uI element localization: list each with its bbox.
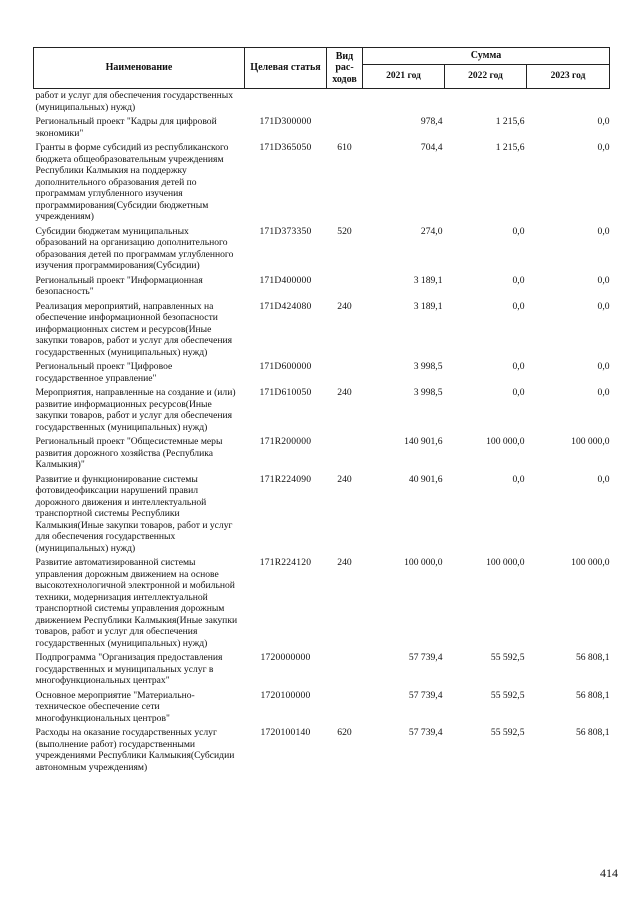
- table-row: [34, 651, 610, 689]
- row-sum-2021: [363, 89, 445, 116]
- row-sum-2023: [527, 89, 610, 116]
- row-name: Реализация мероприятий, направленных на обеспечение информационной безопасности информационных систем и ресурсов(Иные закупки товаров, работ и услуг для обеспечения государственных (муниципальных) нужд): [35, 300, 233, 358]
- row-name: Региональный проект "Общесистемные меры развития дорожного хозяйства (Республика Калмыкия)": [35, 436, 223, 470]
- row-sum-2022: [445, 89, 527, 116]
- row-sum-2021: 3 998,5: [413, 387, 443, 398]
- row-target-article: 171R200000: [259, 436, 312, 447]
- row-name: работ и услуг для обеспечения государственных (муниципальных) нужд): [35, 90, 233, 113]
- row-sum-2023: 56 808,1: [575, 652, 610, 663]
- row-sum-2021: 100 000,0: [404, 557, 443, 568]
- row-sum-2021: 3 189,1: [413, 300, 443, 312]
- row-target-article: 171D610050: [259, 387, 312, 398]
- row-sum-2023: 100 000,0: [571, 436, 610, 447]
- row-target-article: 1720100000: [260, 689, 311, 701]
- row-expense-type: [327, 689, 363, 727]
- row-name: Гранты в форме субсидий из республиканского бюджета общеобразовательным учреждениям Республики Калмыкия на поддержку дополнительного образования детей по программам углубленного изучения программирования(Субсидии бюджетным учреждениям): [35, 142, 229, 222]
- row-sum-2023: 0,0: [597, 361, 610, 372]
- row-sum-2021: 3 998,5: [413, 361, 443, 372]
- row-expense-type: 240: [337, 557, 352, 568]
- row-sum-2022: 55 592,5: [490, 689, 525, 701]
- table-body: [34, 89, 610, 776]
- row-sum-2023: 0,0: [597, 274, 610, 286]
- row-sum-2021: 57 739,4: [408, 689, 443, 701]
- row-sum-2023: 0,0: [597, 387, 610, 398]
- header-year-2022: 2022 год: [445, 65, 527, 89]
- row-sum-2023: 56 808,1: [575, 689, 610, 701]
- row-sum-2022: 0,0: [512, 473, 525, 485]
- row-expense-type: [327, 115, 363, 141]
- row-sum-2022: 1 215,6: [495, 116, 525, 127]
- row-name: Мероприятия, направленные на создание и (или) развитие информационных ресурсов(Иные закупки товаров, работ и услуг для обеспечения государственных (муниципальных) нужд): [35, 387, 236, 433]
- header-expense-type: Вид рас-ходов: [327, 48, 363, 89]
- row-target-article: 1720000000: [260, 652, 311, 663]
- table-row: [34, 89, 610, 116]
- row-sum-2022: 0,0: [512, 300, 525, 312]
- row-sum-2021: 3 189,1: [413, 274, 443, 286]
- table-row: [34, 726, 610, 775]
- header-sum: Сумма: [363, 48, 610, 65]
- row-expense-type: [327, 360, 363, 386]
- header-target-article: Целевая статья: [245, 48, 327, 89]
- row-name: Региональный проект "Кадры для цифровой экономики": [35, 116, 217, 139]
- row-sum-2022: 55 592,5: [490, 727, 525, 738]
- row-expense-type: 620: [337, 727, 352, 738]
- row-name: Субсидии бюджетам муниципальных образований на организацию дополнительного образования детей по программам углубленного изучения программирования(Субсидии): [35, 225, 234, 271]
- row-expense-type: [327, 435, 363, 473]
- row-name: Развитие и функционирование системы фотовидеофиксации нарушений правил дорожного движения и интеллектуальной транспортной системы Республики Калмыкия(Иные закупки товаров, работ и услуг для обеспечения государственных (муниципальных) нужд): [35, 473, 233, 554]
- row-sum-2022: 1 215,6: [495, 142, 525, 153]
- row-name: Расходы на оказание государственных услуг (выполнение работ) государственными учреждениями Республики Калмыкия(Субсидии автономным учреждениям): [35, 727, 235, 773]
- row-sum-2022: 55 592,5: [490, 652, 525, 663]
- row-sum-2021: 274,0: [420, 225, 443, 237]
- row-sum-2021: 40 901,6: [408, 473, 443, 485]
- table-row: [34, 360, 610, 386]
- row-target-article: 171R224090: [259, 473, 312, 485]
- row-target-article: 1720100140: [260, 727, 311, 738]
- row-expense-type: 240: [337, 300, 352, 312]
- row-sum-2021: 978,4: [420, 116, 443, 127]
- table-row: [34, 689, 610, 727]
- row-sum-2021: 704,4: [420, 142, 443, 153]
- row-target-article: 171D600000: [259, 361, 312, 372]
- budget-table: [33, 47, 610, 775]
- row-sum-2023: 0,0: [597, 225, 610, 237]
- row-target-article: 171D400000: [259, 274, 312, 286]
- row-expense-type: [327, 274, 363, 300]
- header-year-2021: 2021 год: [363, 65, 445, 89]
- row-name: Региональный проект "Цифровое государственное управление": [35, 361, 173, 384]
- row-name: Подпрограмма "Организация предоставления государственных и муниципальных услуг в многофункциональных центрах": [35, 652, 223, 686]
- row-target-article: 171D300000: [259, 116, 312, 127]
- row-sum-2021: 57 739,4: [408, 652, 443, 663]
- row-target-article: 171D365050: [259, 142, 312, 153]
- row-sum-2022: 0,0: [512, 361, 525, 372]
- row-name: Региональный проект "Информационная безопасность": [35, 274, 203, 297]
- row-expense-type: 520: [337, 225, 352, 237]
- row-sum-2023: 0,0: [597, 142, 610, 153]
- row-sum-2022: 0,0: [512, 225, 525, 237]
- row-sum-2022: 100 000,0: [486, 436, 525, 447]
- table-row: [34, 386, 610, 435]
- row-sum-2021: 140 901,6: [404, 436, 443, 447]
- table-row: [34, 115, 610, 141]
- table-row: [34, 556, 610, 651]
- table-row: [34, 225, 610, 274]
- table-row: [34, 300, 610, 361]
- row-expense-type: [327, 651, 363, 689]
- row-expense-type: 240: [337, 473, 352, 485]
- row-expense-type: [327, 89, 363, 116]
- row-expense-type: 610: [337, 142, 352, 153]
- row-sum-2021: 57 739,4: [408, 727, 443, 738]
- row-sum-2023: 100 000,0: [571, 557, 610, 568]
- table-row: [34, 274, 610, 300]
- row-target-article: [245, 89, 327, 116]
- row-sum-2023: 0,0: [597, 116, 610, 127]
- row-target-article: 171D373350: [259, 225, 312, 237]
- row-sum-2022: 0,0: [512, 274, 525, 286]
- row-expense-type: 240: [337, 387, 352, 398]
- table-row: [34, 435, 610, 473]
- header-year-2023: 2023 год: [527, 65, 610, 89]
- row-target-article: 171R224120: [259, 557, 312, 568]
- table-row: [34, 473, 610, 557]
- row-sum-2022: 100 000,0: [486, 557, 525, 568]
- header-name: Наименование: [34, 48, 245, 89]
- table-row: [34, 141, 610, 225]
- row-target-article: 171D424080: [259, 300, 312, 312]
- row-sum-2023: 0,0: [597, 300, 610, 312]
- row-sum-2022: 0,0: [512, 387, 525, 398]
- table-header: [34, 48, 610, 89]
- row-sum-2023: 56 808,1: [575, 727, 610, 738]
- page-number: 414: [600, 866, 618, 880]
- row-name: Развитие автоматизированной системы управления дорожным движением на основе высокотехнологичной электронной и мобильной техники, модернизация интеллектуальной транспортной системы управления дорожным движением Республики Калмыкия(Иные закупки товаров, работ и услуг для обеспечения государственных (муниципальных) нужд): [35, 557, 238, 649]
- row-sum-2023: 0,0: [597, 473, 610, 485]
- row-name: Основное мероприятие "Материально-техническое обеспечение сети многофункциональных центров": [35, 689, 195, 724]
